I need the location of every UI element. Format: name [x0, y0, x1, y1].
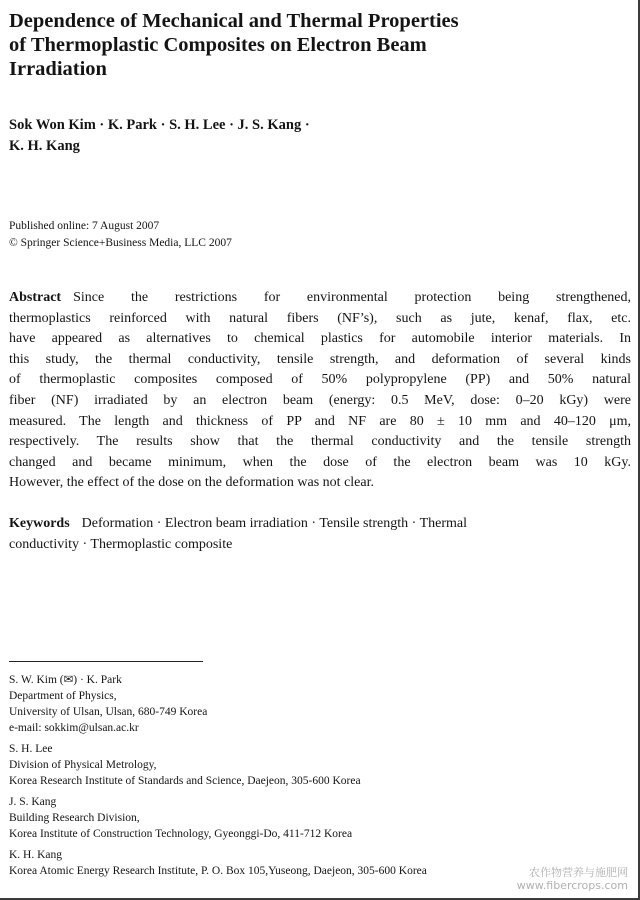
footnote-divider — [9, 661, 203, 662]
author-line: K. H. Kang — [9, 138, 80, 154]
title-line: of Thermoplastic Composites on Electron Beam — [9, 34, 427, 56]
abstract-line: However, the effect of the dose on the deformation was not clear. — [9, 475, 374, 491]
abstract-line: measured. The length and thickness of PP and NF are 80 ± 10 mm and 40–120 μm, — [9, 413, 631, 429]
abstract-line — [9, 288, 631, 309]
abstract-line: this study, the thermal conductivity, tensile strength, and deformation of several kinds — [9, 351, 631, 367]
affiliation-authors: S. W. Kim (✉) · K. Park — [9, 674, 122, 686]
affiliation-email: e-mail: sokkim@ulsan.ac.kr — [9, 722, 139, 734]
site-watermark — [517, 866, 628, 892]
affiliation-institution: Korea Atomic Energy Research Institute, P. O. Box 105,Yuseong, Daejeon, 305-600 Korea — [9, 865, 427, 877]
abstract-line: have appeared as alternatives to chemical plastics for automobile interior materials. In — [9, 331, 631, 347]
affiliation-department: Department of Physics, — [9, 690, 117, 702]
affiliation-block — [9, 794, 609, 842]
title-line: Irradiation — [9, 58, 107, 80]
affiliation-authors: J. S. Kang — [9, 796, 57, 808]
affiliation-department: Division of Physical Metrology, — [9, 759, 157, 771]
keywords-label: Keywords — [9, 516, 70, 531]
affiliation-block — [9, 672, 609, 736]
affiliation-authors: S. H. Lee — [9, 743, 53, 755]
published-date: Published online: 7 August 2007 — [9, 220, 160, 232]
affiliation-institution: Korea Research Institute of Standards and Science, Daejeon, 305-600 Korea — [9, 775, 361, 787]
abstract-text: Since the restrictions for environmental protection being strengthened, — [73, 290, 631, 305]
abstract-line: of thermoplastic composites composed of 50% polypropylene (PP) and 50% natural — [9, 372, 631, 388]
keywords-line: conductivity · Thermoplastic composite — [9, 537, 233, 552]
affiliation-block — [9, 741, 609, 789]
affiliation-institution: University of Ulsan, Ulsan, 680-749 Korea — [9, 706, 208, 718]
abstract-label: Abstract — [9, 290, 62, 305]
paper-title — [9, 9, 609, 81]
watermark-url: www.fibercrops.com — [516, 879, 628, 892]
affiliations — [9, 672, 609, 884]
keywords-line — [9, 513, 631, 534]
keywords-section — [9, 513, 631, 555]
affiliation-authors: K. H. Kang — [9, 849, 63, 861]
abstract-line: thermoplastics reinforced with natural fibers (NF’s), such as jute, kenaf, flax, etc. — [9, 310, 631, 326]
title-line: Dependence of Mechanical and Thermal Properties — [9, 10, 459, 32]
abstract-section — [9, 288, 631, 494]
affiliation-institution: Korea Institute of Construction Technology, Gyeonggi-Do, 411-712 Korea — [9, 828, 353, 840]
author-list — [9, 115, 609, 157]
affiliation-department: Building Research Division, — [9, 812, 140, 824]
abstract-line: fiber (NF) irradiated by an electron beam (energy: 0.5 MeV, dose: 0–20 kGy) were — [9, 392, 631, 408]
keywords-text: Deformation · Electron beam irradiation · Tensile strength · Thermal — [81, 516, 467, 531]
copyright-notice: © Springer Science+Business Media, LLC 2007 — [9, 237, 232, 249]
publication-info — [9, 218, 232, 252]
author-line: Sok Won Kim · K. Park · S. H. Lee · J. S. Kang · — [9, 117, 310, 133]
abstract-line: changed and became minimum, when the dose of the electron beam was 10 kGy. — [9, 454, 631, 470]
abstract-line: respectively. The results show that the thermal conductivity and the tensile strength — [9, 434, 631, 450]
watermark-site-name: 农作物营养与施肥网 — [529, 866, 628, 879]
